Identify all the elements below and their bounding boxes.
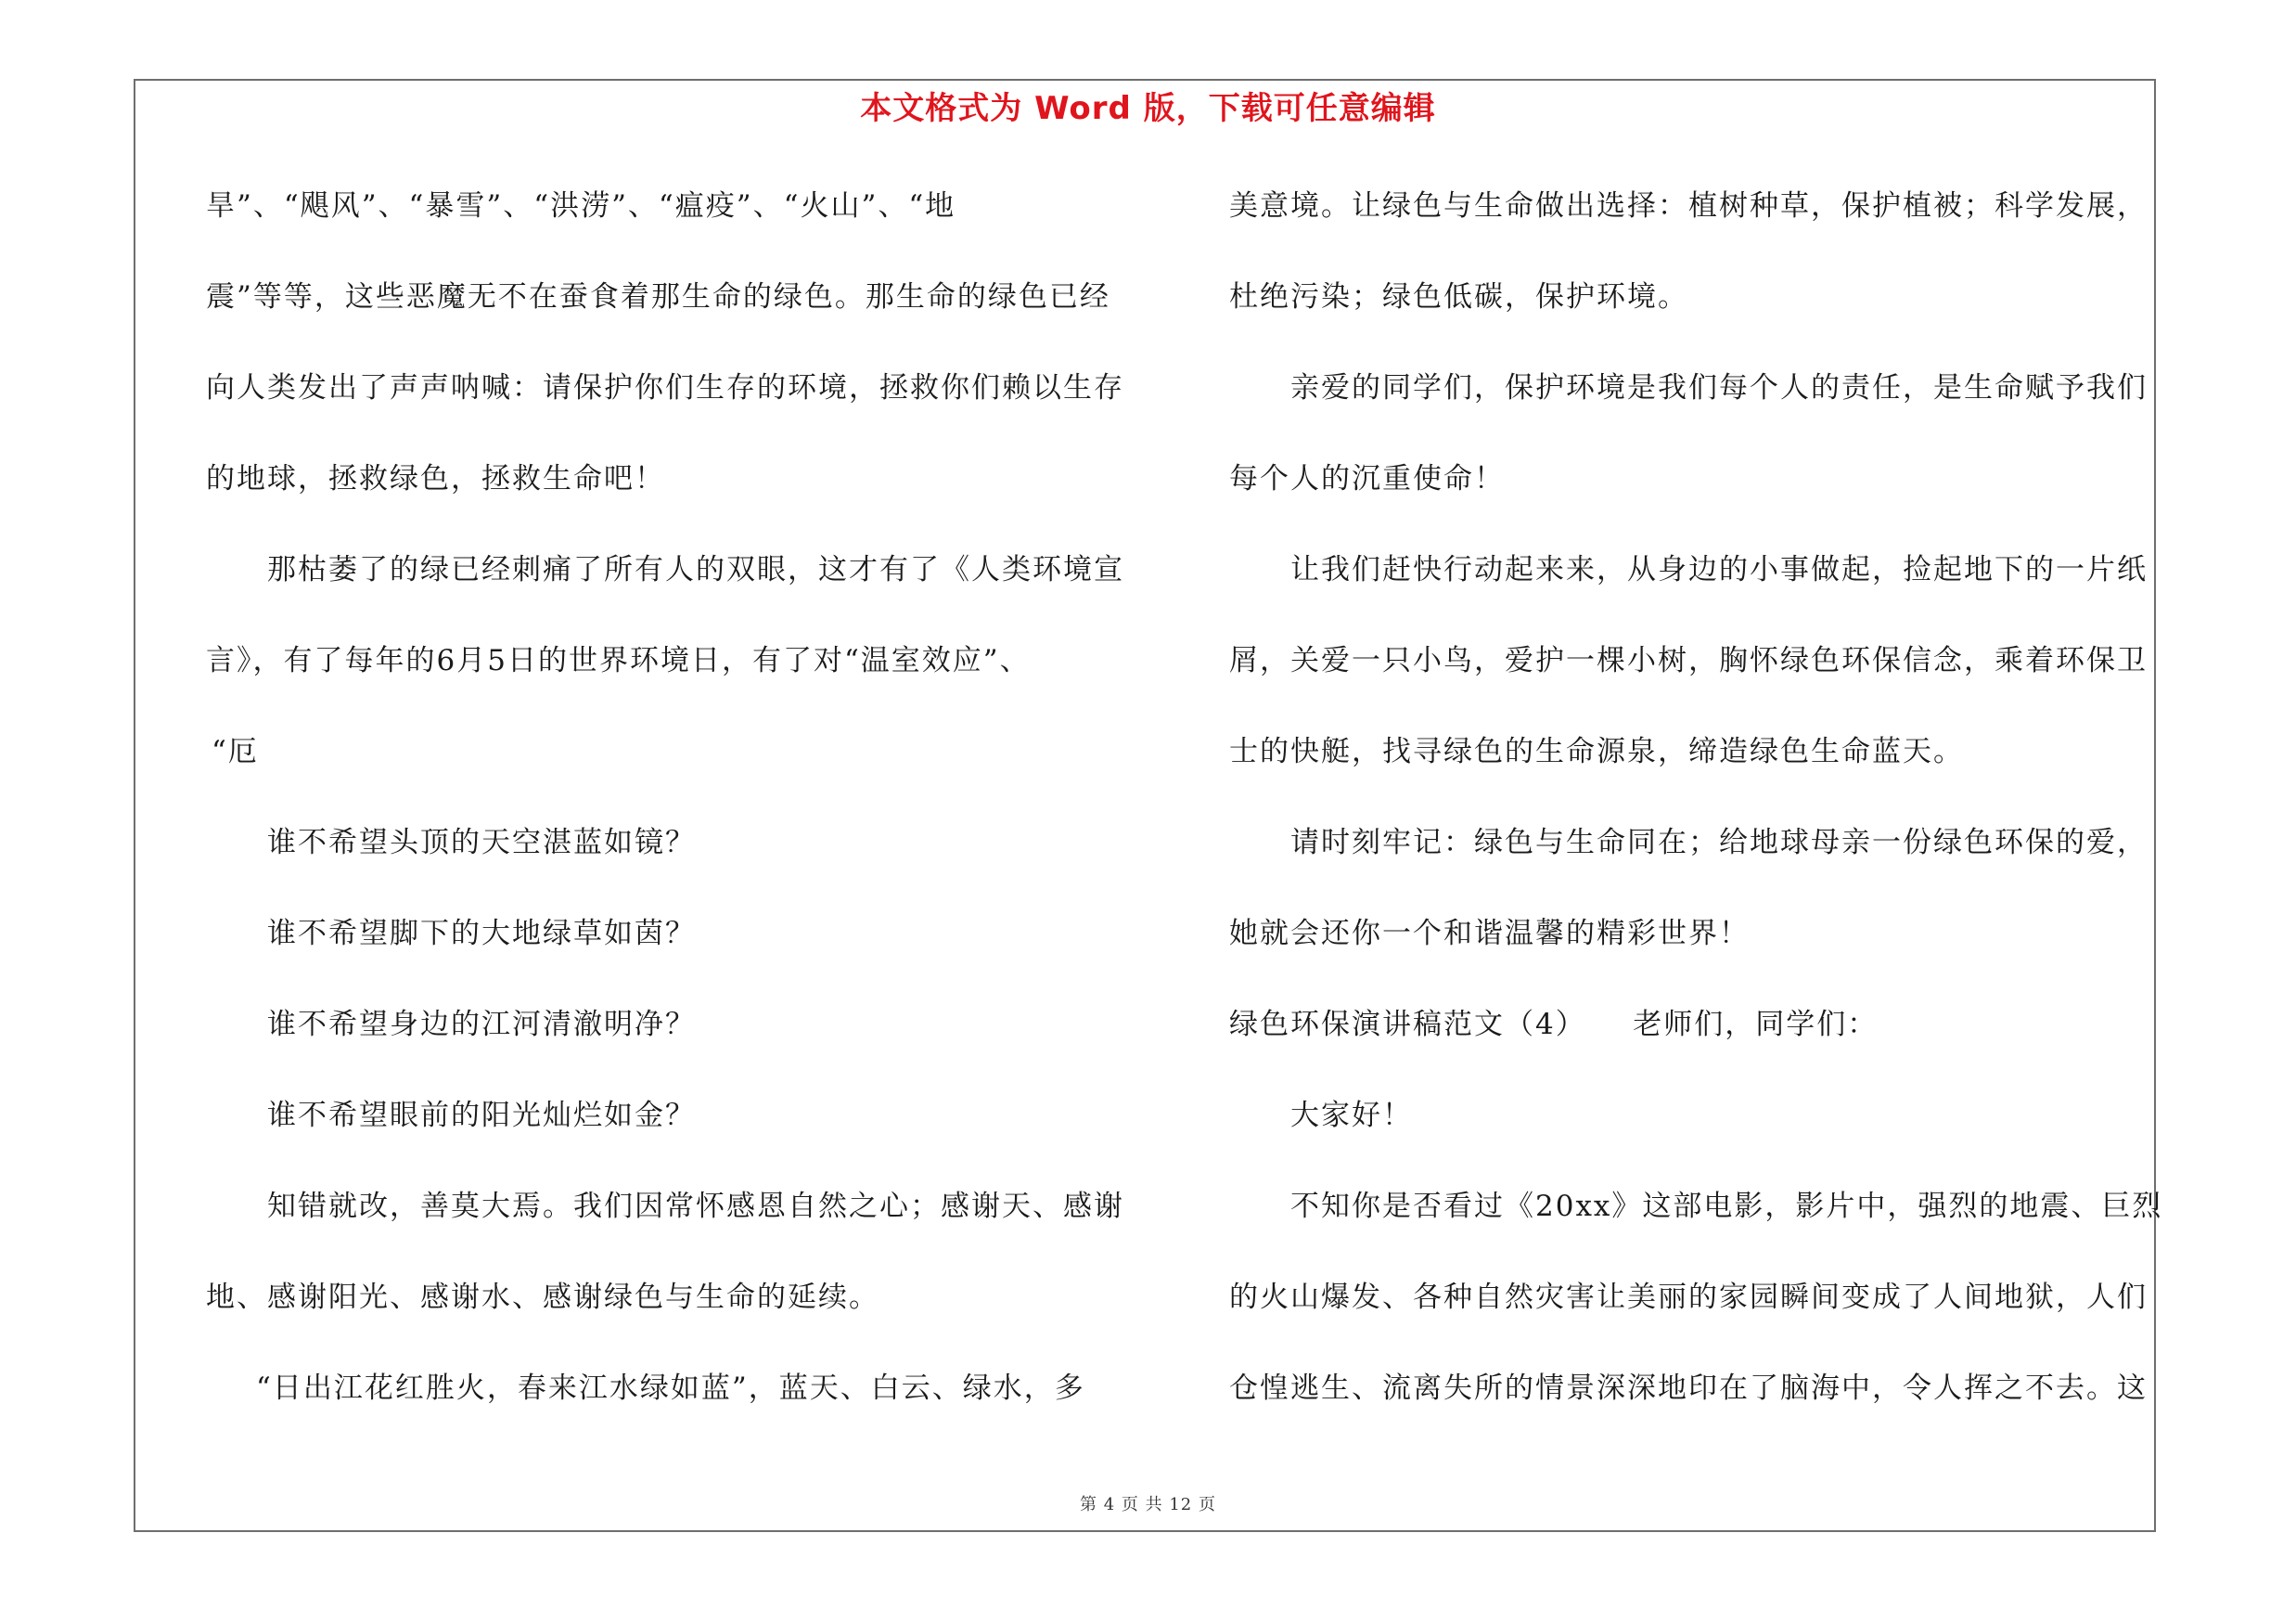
text-line: 言》，有了每年的6月5日的世界环境日，有了对“温室效应”、 <box>206 644 1031 677</box>
text-line: 大家好！ <box>1290 1099 1413 1132</box>
text-line: 每个人的沉重使命！ <box>1229 462 1505 496</box>
text-line: 的地球，拯救绿色，拯救生命吧！ <box>206 462 665 496</box>
text-line: 的火山爆发、各种自然灾害让美丽的家园瞬间变成了人间地狱，人们 <box>1229 1281 2148 1314</box>
text-line: “日出江花红胜火，春来江水绿如蓝”，蓝天、白云、绿水，多 <box>256 1372 1085 1405</box>
text-line: 请时刻牢记：绿色与生命同在；给地球母亲一份绿色环保的爱， <box>1290 826 2148 859</box>
text-line: 谁不希望身边的江河清澈明净？ <box>267 1008 696 1041</box>
text-line: 旱”、“飓风”、“暴雪”、“洪涝”、“瘟疫”、“火山”、“地 <box>206 189 956 223</box>
text-line: 那枯萎了的绿已经刺痛了所有人的双眼，这才有了《人类环境宣 <box>267 553 1124 586</box>
page-number: 第 4 页 共 12 页 <box>1080 1495 1216 1514</box>
text-line: 她就会还你一个和谐温馨的精彩世界！ <box>1229 917 1750 950</box>
text-line: 谁不希望眼前的阳光灿烂如金？ <box>267 1099 696 1132</box>
text-line: 震”等等，这些恶魔无不在蚕食着那生命的绿色。那生命的绿色已经 <box>206 280 1110 314</box>
text-line: 向人类发出了声声呐喊：请保护你们生存的环境，拯救你们赖以生存 <box>206 371 1124 405</box>
text-line: 杜绝污染；绿色低碳，保护环境。 <box>1229 280 1688 314</box>
text-line: 士的快艇，找寻绿色的生命源泉，缔造绿色生命蓝天。 <box>1229 735 1964 768</box>
text-line: 谁不希望脚下的大地绿草如茵？ <box>267 917 696 950</box>
format-banner: 本文格式为 Word 版，下载可任意编辑 <box>860 90 1436 127</box>
text-line: 让我们赶快行动起来来，从身边的小事做起，捡起地下的一片纸 <box>1290 553 2148 586</box>
text-line: 地、感谢阳光、感谢水、感谢绿色与生命的延续。 <box>206 1281 879 1314</box>
text-line: 亲爱的同学们，保护环境是我们每个人的责任，是生命赋予我们 <box>1290 371 2148 405</box>
text-line: 仓惶逃生、流离失所的情景深深地印在了脑海中，令人挥之不去。这 <box>1229 1372 2148 1405</box>
text-line: 屑，关爱一只小鸟，爱护一棵小树，胸怀绿色环保信念，乘着环保卫 <box>1229 644 2148 677</box>
text-line: 美意境。让绿色与生命做出选择：植树种草，保护植被；科学发展， <box>1229 189 2148 223</box>
text-line: 知错就改，善莫大焉。我们因常怀感恩自然之心；感谢天、感谢 <box>267 1190 1124 1223</box>
text-line: 不知你是否看过《20xx》这部电影，影片中，强烈的地震、巨烈 <box>1290 1190 2163 1223</box>
text-line: “厄 <box>212 735 259 768</box>
section-heading: 绿色环保演讲稿范文（4） 老师们，同学们： <box>1229 1008 1879 1041</box>
text-line: 谁不希望头顶的天空湛蓝如镜？ <box>267 826 696 859</box>
